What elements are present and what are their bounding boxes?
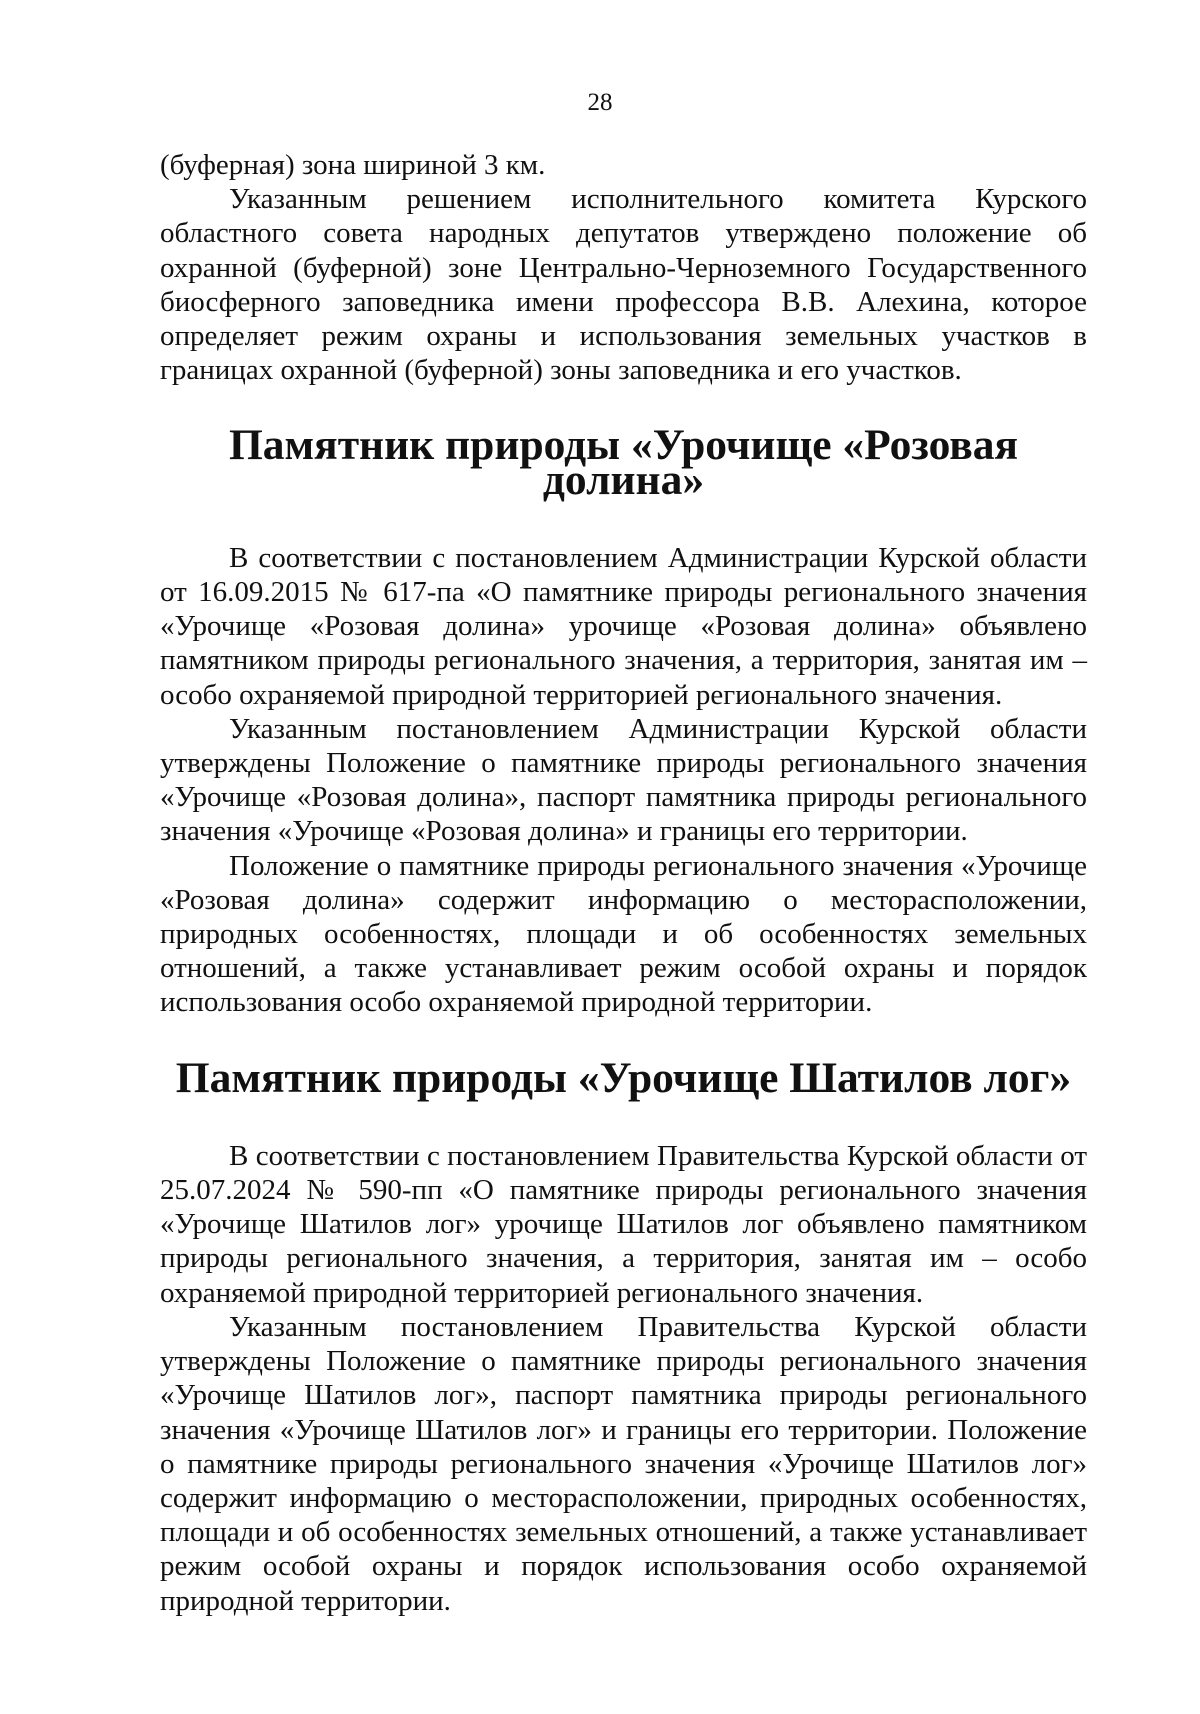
paragraph-continuation: (буферная) зона шириной 3 км. (160, 149, 546, 181)
document-body (160, 148, 1087, 1618)
paragraph: В соответствии с постановлением Правительства Курской области от 25.07.2024 № 590-пп «О памятнике природы регионального значения «Урочище Шатилов лог» урочище Шатилов лог объявлено памятником природы регионального значения, а территория, занятая им – особо охраняемой природной территорией регионального значения. (160, 1139, 1087, 1309)
paragraph: Указанным постановлением Правительства Курской области утверждены Положение о памятнике природы регионального значения «Урочище Шатилов лог», паспорт памятника природы регионального значения «Урочище Шатилов лог» и границы его территории. Положение о памятнике природы регионального значения «Урочище Шатилов лог» содержит информацию о месторасположении, природных особенностях, площади и об особенностях земельных отношений, а также устанавливает режим особой охраны и порядок использования особо охраняемой природной территории. (160, 1310, 1087, 1617)
paragraph-buffer-zone-regulation: Указанным решением исполнительного комитета Курского областного совета народных депутатов утверждено положение об охранной (буферной) зоне Центрально-Черноземного Государственного биосферного заповедника имени профессора В.В. Алехина, которое определяет режим охраны и использования земельных участков в границах охранной (буферной) зоны заповедника и его участков. (160, 183, 1087, 387)
paragraph: Положение о памятнике природы регионального значения «Урочище «Розовая долина» содержит информацию о месторасположении, природных особенностях, площади и об особенностях земельных отношений, а также устанавливает режим особой охраны и порядок использования особо охраняемой природной территории. (160, 849, 1087, 1019)
section-heading-rozovaya-dolina: Памятник природы «Урочище «Розовая долина» (228, 421, 1019, 504)
section-body-shatilov-log (160, 1139, 1087, 1618)
section-body-rozovaya-dolina (160, 541, 1087, 1020)
section-heading-shatilov-log: Памятник природы «Урочище Шатилов лог» (175, 1053, 1072, 1102)
paragraph: Указанным постановлением Администрации Курской области утверждены Положение о памятнике природы регионального значения «Урочище «Розовая долина», паспорт памятника природы регионального значения «Урочище «Розовая долина» и границы его территории. (160, 712, 1087, 848)
page-number: 28 (587, 89, 613, 116)
paragraph: В соответствии с постановлением Администрации Курской области от 16.09.2015 № 617-па «О памятнике природы регионального значения «Урочище «Розовая долина» урочище «Розовая долина» объявлено памятником природы регионального значения, а территория, занятая им – особо охраняемой природной территорией регионального значения. (160, 541, 1087, 711)
